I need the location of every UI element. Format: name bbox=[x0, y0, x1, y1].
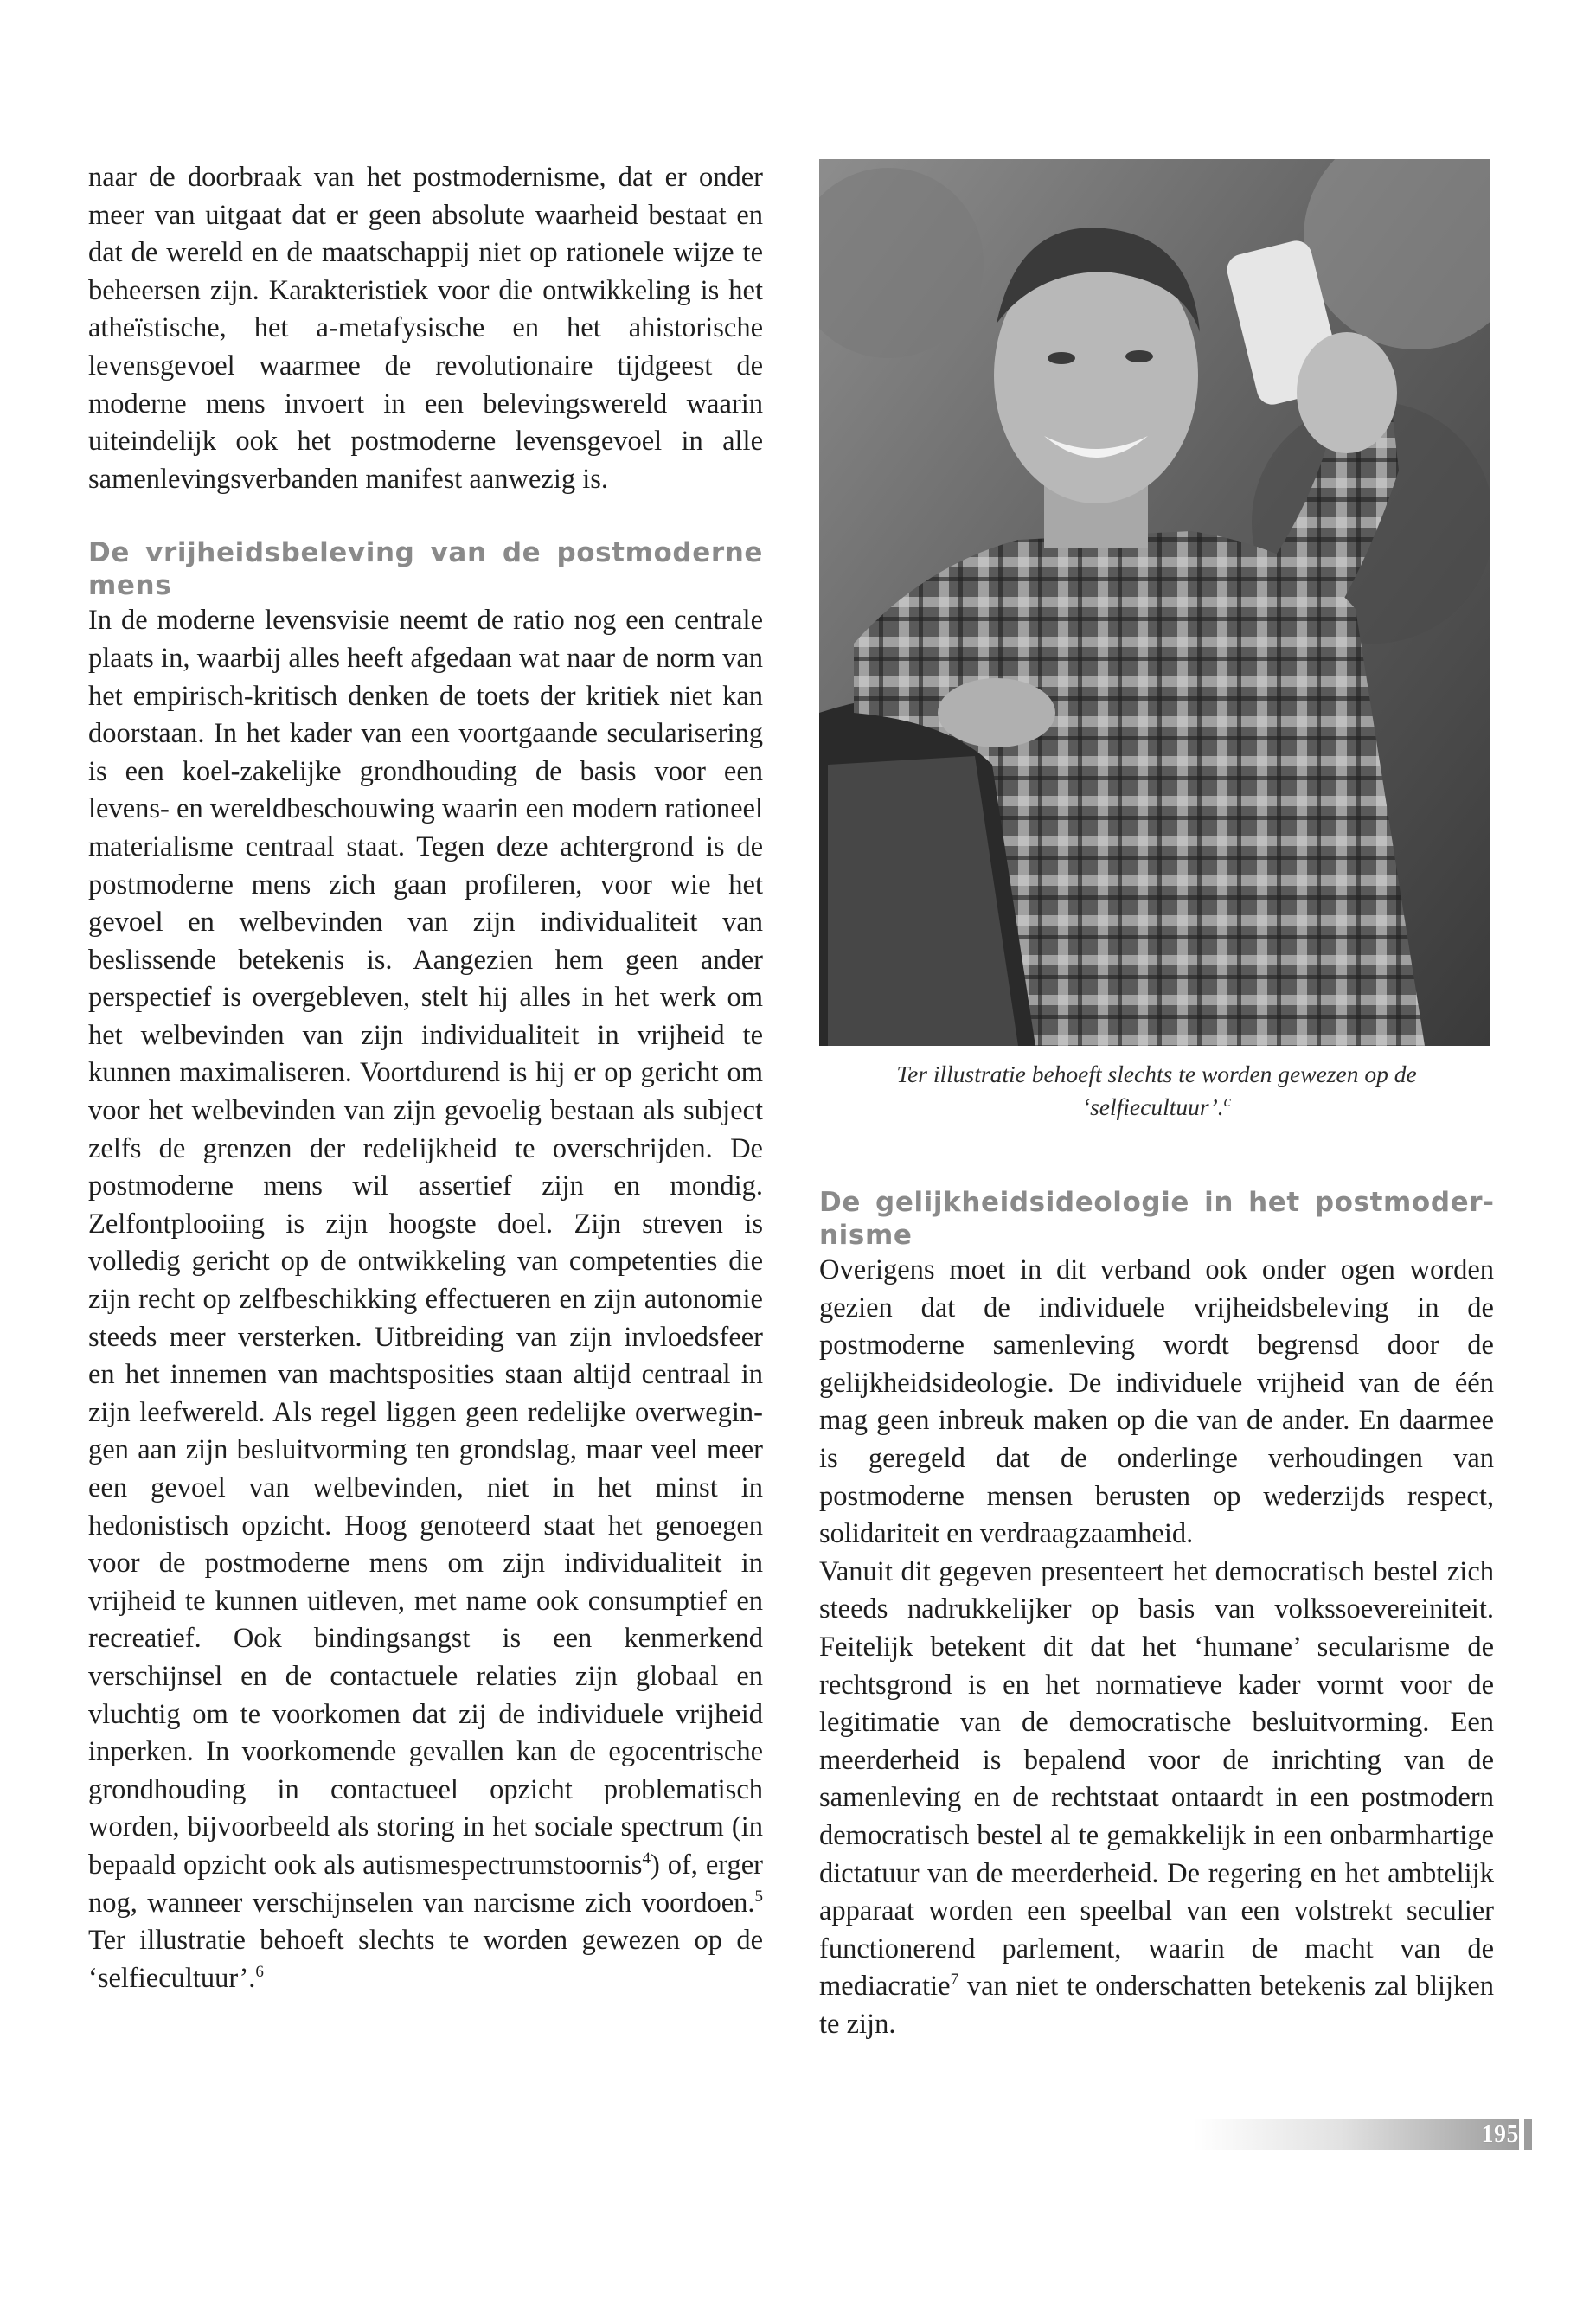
selfie-photo bbox=[819, 159, 1490, 1046]
section-heading: De vrijheidsbeleving van de postmoderne mens bbox=[88, 537, 763, 602]
body-paragraph: naar de doorbraak van het postmodernisme, dat er onder meer van uitgaat dat er geen absolute waarheid bestaat en dat de wereld en de maatschappij niet op rationele wijze te beheersen zijn. Karakteristiek voor die ontwikkeling is het atheïstische, het a-metafysische en het ahistorische levensgevoel waarmee de revolutionaire tijdgeest de moderne mens invoert in een belevingswereld waarin uiteindelijk ook het postmoderne levensgevoel in alle samenlevingsverbanden manifest aanwezig is. bbox=[88, 162, 763, 495]
page-number: 195 bbox=[1481, 2121, 1519, 2148]
page-number-bar-end bbox=[1524, 2119, 1532, 2150]
section-heading: De gelijkheidsideologie in het postmodernisme bbox=[819, 1187, 1494, 1251]
body-paragraph: Overigens moet in dit verband ook onder ogen worden gezien dat de individuele vrijheidsbeleving in de postmoderne samenleving wordt begrensd door de gelijkheidsideologie. De individuele vrijheid van de één mag geen inbreuk maken op die van de ander. En daarmee is geregeld dat de onderlinge verhoudingen van postmoderne mensen berusten op wederzijds respect, solidariteit en verdraagzaamheid. bbox=[819, 1254, 1494, 1550]
footnote-ref[interactable]: 7 bbox=[950, 1971, 959, 1990]
footnote-ref[interactable]: 4 bbox=[642, 1849, 651, 1868]
left-column bbox=[88, 159, 763, 1997]
photo-illustration bbox=[819, 159, 1490, 1046]
photo-caption: Ter illustratie behoeft slechts te worden gewezen op de ‘selfiecultuur’.$^c$ bbox=[896, 1061, 1417, 1120]
footnote-ref[interactable]: 5 bbox=[754, 1887, 763, 1906]
footnote-ref[interactable]: 6 bbox=[255, 1962, 264, 1981]
right-column bbox=[819, 159, 1494, 2043]
footnote-ref[interactable]: c bbox=[1223, 1092, 1232, 1111]
body-paragraph: In de moderne levensvisie neemt de ratio nog een centrale plaats in, waarbij alles heeft afgedaan wat naar de norm van het empirisch-kritisch denken de toets der kritiek niet kan doorstaan. In het kader van een voortgaande secularisering is een koel-zakelijke grondhouding de basis voor een levens- en wereldbeschouwing waarin een modern rationeel materialisme centraal staat. Tegen deze achtergrond is de postmoderne mens zich gaan profileren, voor wie het gevoel en welbevinden van zijn individualiteit van beslissende betekenis is. Aangezien hem geen ander perspectief is overgebleven, stelt hij alles in het werk om het welbevinden van zijn individualiteit in vrijheid te kunnen maximaliseren. Voortdurend is hij er op gericht om voor het welbevinden van zijn gevoelig bestaan als subject zelfs de grenzen der redelijkheid te overschrijden. De postmoderne mens wil assertief zijn en mondig. Zelfontplooiing is zijn hoogste doel. Zijn streven is volledig gericht op de ontwikkeling van competenties die zijn recht op zelfbeschikking effectueren en zijn autonomie steeds meer versterken. Uitbreiding van zijn invloedsfeer en het innemen van machtsposities staan altijd centraal in zijn leefwereld. Als regel liggen geen redelijke overwegingen aan zijn besluitvorming ten grondslag, maar veel meer een gevoel van welbevinden, niet in het minst in hedonistisch opzicht. Hoog genoteerd staat het genoegen voor de postmoderne mens om zijn individualiteit in vrijheid te kunnen uitleven, met name ook consumptief en recreatief. Ook bindingsangst is een kenmerkend verschijnsel en de contactuele relaties zijn globaal en vluchtig om te voorkomen dat zij de individuele vrijheid inperken. In voorkomende gevallen kan de egocentrische grondhouding in contactueel opzicht problematisch worden, bijvoorbeeld als storing in het sociale spectrum (in bepaald opzicht ook als autismespectrumstoornis$^4$) of, erger nog, wanneer verschijnselen van narcisme zich voordoen.$^5$ Ter illustratie behoeft slechts te worden gewezen op de ‘selfiecultuur’.$^6$ bbox=[88, 605, 763, 1994]
body-paragraph: Vanuit dit gegeven presenteert het democratisch bestel zich steeds nadrukkelijker op basis van volkssoevereiniteit. Feitelijk betekent dit dat het ‘humane’ secularisme de rechtsgrond is en het normatieve kader vormt voor de legitimatie van de democratische besluitvorming. Een meerderheid is bepalend voor de inrichting van de samenleving en de rechtstaat ontaardt in een postmodern democratisch bestel al te gemakkelijk in een onbarmhartige dictatuur van de meerderheid. De regering en het ambtelijk apparaat worden een speelbal van een volstrekt seculier functionerend parlement, waarin de macht van de mediacratie$^7$ van niet te onderschatten betekenis zal blijken te zijn. bbox=[819, 1555, 1494, 2040]
